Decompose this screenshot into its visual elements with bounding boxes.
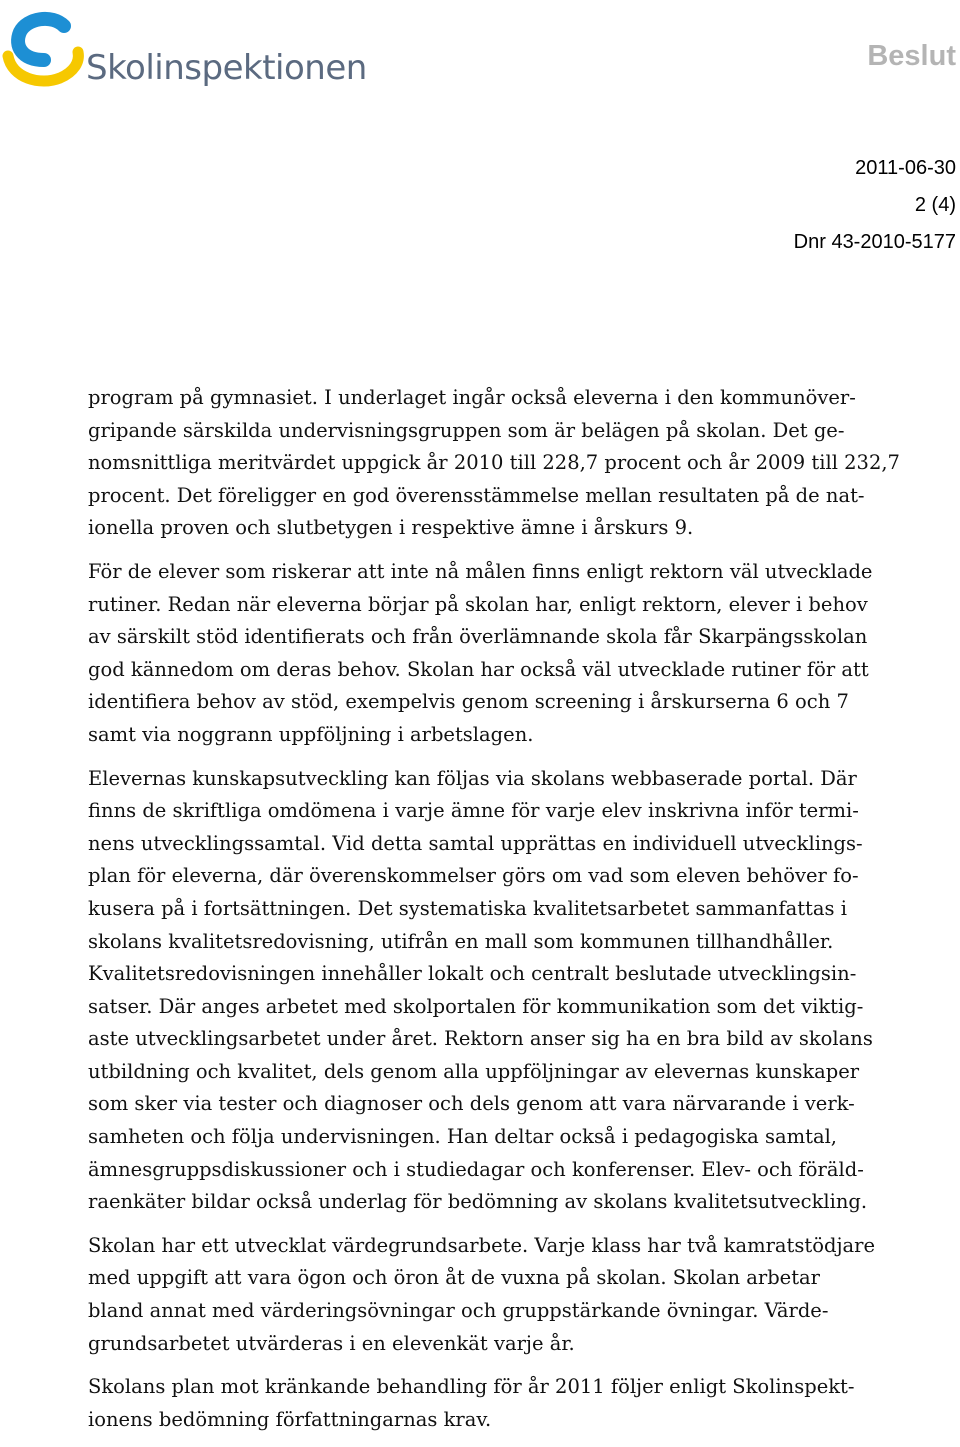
text-line: skolans kvalitetsredovisning, utifrån en mall som kommunen tillhandhåller. bbox=[88, 929, 834, 953]
paragraph-1 bbox=[88, 382, 938, 545]
text-line: procent. Det föreligger en god överensstämmelse mellan resultaten på de nat- bbox=[88, 483, 865, 507]
paragraph-4 bbox=[88, 1230, 938, 1360]
text-line: gripande särskilda undervisningsgruppen som är belägen på skolan. Det ge- bbox=[88, 418, 845, 442]
logo-mark-icon bbox=[0, 4, 90, 100]
text-line: rutiner. Redan när eleverna börjar på skolan har, enligt rektorn, elever i behov bbox=[88, 592, 868, 616]
paragraph-3 bbox=[88, 763, 938, 1219]
text-line: Elevernas kunskapsutveckling kan följas via skolans webbaserade portal. Där bbox=[88, 766, 857, 790]
text-line: Kvalitetsredovisningen innehåller lokalt och centralt beslutade utvecklingsin- bbox=[88, 962, 857, 986]
text-line: ionella proven och slutbetygen i respektive ämne i årskurs 9. bbox=[88, 516, 694, 540]
text-line: nens utvecklingssamtal. Vid detta samtal upprättas en individuell utvecklings- bbox=[88, 831, 863, 855]
text-line: som sker via tester och diagnoser och dels genom att vara närvarande i verk- bbox=[88, 1092, 855, 1116]
document-date: 2011-06-30 bbox=[855, 157, 956, 179]
text-line: med uppgift att vara ögon och öron åt de vuxna på skolan. Skolan arbetar bbox=[88, 1266, 821, 1290]
text-line: god kännedom om deras behov. Skolan har också väl utvecklade rutiner för att bbox=[88, 657, 869, 681]
text-line: samt via noggrann uppföljning i arbetslagen. bbox=[88, 722, 534, 746]
text-line: satser. Där anges arbetet med skolportalen för kommunikation som det viktig- bbox=[88, 994, 864, 1018]
text-line: ionens bedömning författningarnas krav. bbox=[88, 1407, 492, 1431]
text-line: bland annat med värderingsövningar och gruppstärkande övningar. Värde- bbox=[88, 1299, 829, 1323]
text-line: identifiera behov av stöd, exempelvis genom screening i årskurserna 6 och 7 bbox=[88, 690, 849, 714]
text-line: ämnesgruppsdiskussioner och i studiedagar och konferenser. Elev- och föräld- bbox=[88, 1157, 864, 1181]
document-type: Beslut bbox=[867, 40, 956, 72]
text-line: samheten och följa undervisningen. Han deltar också i pedagogiska samtal, bbox=[88, 1125, 838, 1149]
text-line: program på gymnasiet. I underlaget ingår också eleverna i den kommunöver- bbox=[88, 386, 856, 409]
logo-text: Skolinspektionen bbox=[86, 48, 367, 88]
text-line: kusera på i fortsättningen. Det systematiska kvalitetsarbetet sammanfattas i bbox=[88, 896, 847, 920]
text-line: raenkäter bildar också underlag för bedömning av skolans kvalitetsutveckling. bbox=[88, 1190, 868, 1214]
text-line: grundsarbetet utvärderas i en elevenkät varje år. bbox=[88, 1331, 575, 1355]
text-line: Skolans plan mot kränkande behandling för år 2011 följer enligt Skolinspekt- bbox=[88, 1375, 855, 1399]
skolinspektionen-logo bbox=[0, 4, 367, 100]
text-line: Skolan har ett utvecklat värdegrundsarbete. Varje klass har två kamratstödjare bbox=[88, 1233, 875, 1257]
paragraph-2 bbox=[88, 556, 938, 752]
text-line: För de elever som riskerar att inte nå målen finns enligt rektorn väl utvecklade bbox=[88, 559, 873, 583]
reference-number: Dnr 43-2010-5177 bbox=[793, 231, 956, 253]
document-meta bbox=[794, 150, 956, 261]
text-line: finns de skriftliga omdömena i varje ämne för varje elev inskrivna inför termi- bbox=[88, 799, 859, 823]
page-number: 2 (4) bbox=[914, 194, 956, 216]
paragraph-5 bbox=[88, 1371, 938, 1436]
text-line: av särskilt stöd identifierats och från överlämnande skola får Skarpängsskolan bbox=[88, 625, 868, 649]
text-line: plan för eleverna, där överenskommelser görs om vad som eleven behöver fo- bbox=[88, 864, 859, 888]
document-body bbox=[88, 382, 938, 1447]
text-line: aste utvecklingsarbetet under året. Rektorn anser sig ha en bra bild av skolans bbox=[88, 1027, 873, 1051]
text-line: utbildning och kvalitet, dels genom alla uppföljningar av elevernas kunskaper bbox=[88, 1059, 860, 1083]
text-line: nomsnittliga meritvärdet uppgick år 2010 till 228,7 procent och år 2009 till 232,7 bbox=[88, 451, 900, 475]
